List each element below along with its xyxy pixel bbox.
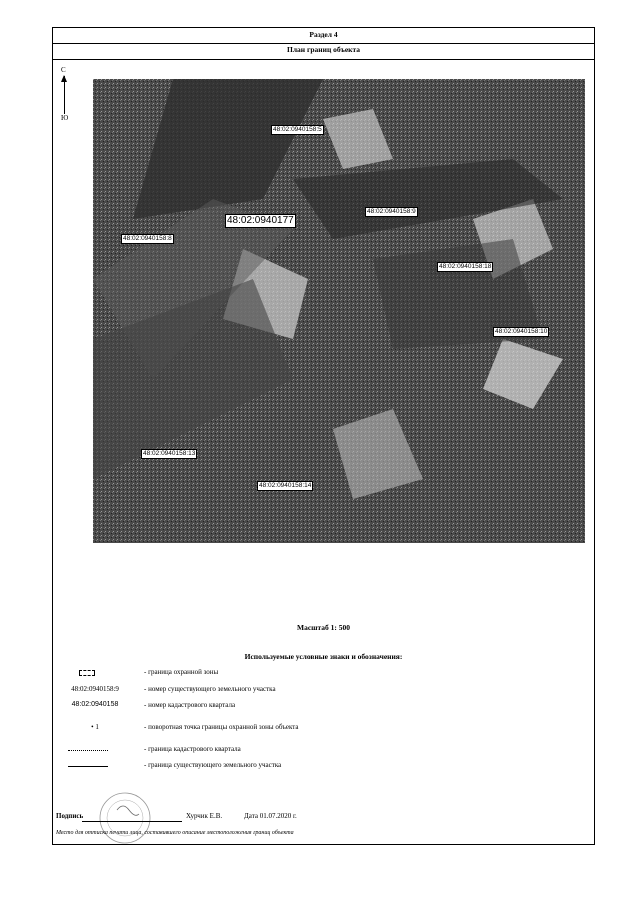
document-frame [52,27,595,845]
legend-text: - номер существующего земельного участка [144,685,276,693]
legend-text: - граница существующего земельного участка [144,761,282,769]
aerial-map [93,79,585,543]
aerial-photo [93,79,585,543]
legend-symbol: 48:02:0940158:9 [71,685,119,693]
plot-label-7: 48:02:0940158:14 [259,482,312,489]
legend-text: - номер кадастрового квартала [144,701,236,709]
signature-line [82,821,182,822]
plot-label-2: 48:02:0940158:9 [367,208,416,215]
legend-text: - граница кадастрового квартала [144,745,241,753]
north-arrow [60,67,70,122]
quarter-label: 48:02:0940177 [227,215,294,226]
signature-label: Подпись [56,812,84,820]
stamp-icon [95,790,155,845]
plot-label-5: 48:02:0940158:10 [495,328,548,335]
compass-line [64,76,65,114]
signature-date: Дата 01.07.2020 г. [244,812,297,820]
stamp-note: Место для оттиска печати лица, составившего описание местоположения границ объекта [56,830,294,836]
scale-text: Масштаб 1: 500 [296,623,350,632]
zone-boundary-symbol [79,670,95,676]
signer-name: Хурчик Е.В. [186,812,223,820]
north-letter: С [61,66,66,74]
legend-item [53,761,594,775]
legend-text: - поворотная точка границы охранной зоны объекта [144,723,299,731]
legend-symbol: 48:02:0940158 [71,701,119,708]
plot-label-1: 48:02:0940158:5 [273,126,322,133]
turn-point-symbol: • 1 [91,723,99,731]
plot-label-3: 48:02:0940158:8 [123,235,172,242]
legend-title: Используемые условные знаки и обозначения: [244,652,403,661]
page-title: План границ объекта [53,43,594,60]
south-letter: Ю [61,114,69,122]
plot-label-6: 48:02:0940158:13 [143,450,196,457]
legend-item [53,668,594,682]
legend-item [53,723,594,737]
plot-label-4: 48:02:0940158:18 [439,263,492,270]
legend-text: - граница охранной зоны [144,668,219,676]
quarter-boundary-symbol [68,750,108,751]
legend-item [53,745,594,759]
plot-boundary-symbol [68,766,108,767]
section-header: Раздел 4 [53,28,594,44]
legend-item [53,685,594,699]
legend-item [53,701,594,715]
